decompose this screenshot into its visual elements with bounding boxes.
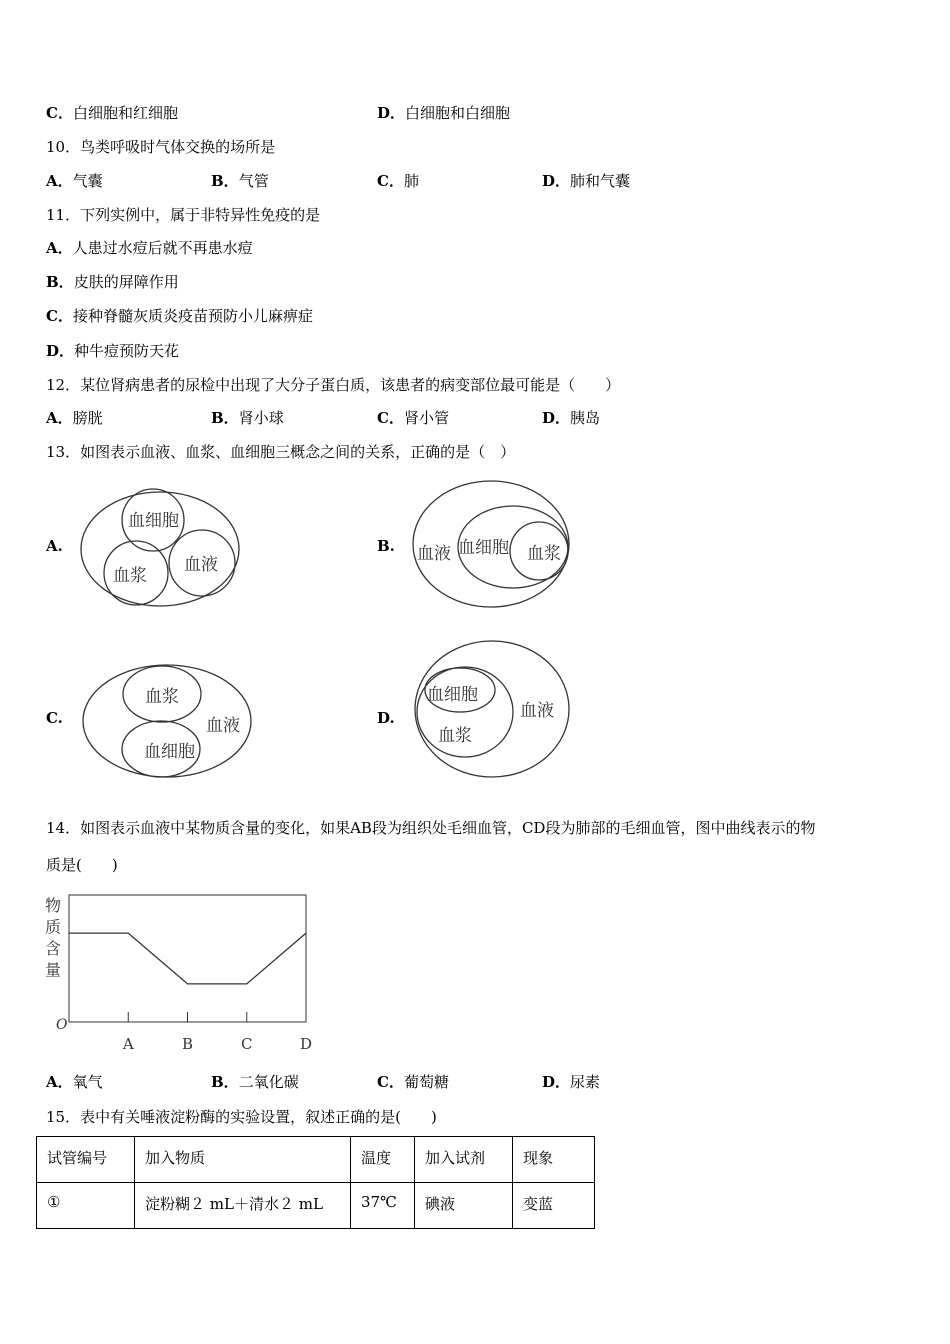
- option-label: C．: [377, 1073, 404, 1091]
- option-text: 肺: [403, 172, 419, 190]
- x-tick-label: A: [122, 1035, 134, 1053]
- label-cells: 血细胞: [458, 538, 509, 558]
- table-cell: 变蓝: [513, 1183, 595, 1229]
- q11-stem: 11．下列实例中，属于非特异性免疫的是: [46, 206, 321, 224]
- option-label: A．: [46, 1073, 73, 1091]
- option-label: B．: [211, 1073, 239, 1091]
- label-plasma: 血浆: [438, 726, 472, 746]
- option-text: 肾小球: [238, 409, 284, 427]
- label-plasma: 血浆: [145, 687, 179, 707]
- option-label: C．: [46, 104, 73, 122]
- option-text: 白细胞和白细胞: [405, 104, 511, 122]
- q14-option-b: [211, 1071, 299, 1092]
- option-text: 二氧化碳: [238, 1073, 299, 1091]
- option-text: 气囊: [72, 172, 103, 190]
- q14-option-a: [46, 1071, 103, 1092]
- q14-option-d: [542, 1071, 600, 1092]
- header-cell: 加入物质: [135, 1137, 351, 1183]
- option-label: B．: [211, 172, 239, 190]
- label-plasma: 血浆: [527, 544, 561, 564]
- option-label: B．: [46, 273, 74, 291]
- option-label: D．: [377, 104, 406, 122]
- y-axis-label-char: 量: [45, 960, 62, 980]
- table-header-row: [37, 1137, 595, 1183]
- header-cell: 加入试剂: [415, 1137, 513, 1183]
- header-cell: 现象: [513, 1137, 595, 1183]
- q15-stem: 15．表中有关唾液淀粉酶的实验设置，叙述正确的是( ): [46, 1108, 437, 1126]
- label-blood: 血液: [417, 544, 451, 564]
- option-text: 尿素: [570, 1073, 601, 1091]
- table-row: [37, 1183, 595, 1229]
- option-text: 肺和气囊: [570, 172, 631, 190]
- label-cells: 血细胞: [144, 742, 195, 762]
- table-cell: 37℃: [351, 1183, 415, 1229]
- q14-stem-line1: 14．如图表示血液中某物质含量的变化，如果AB段为组织处毛细血管，CD段为肺部的毛细血管，图中曲线表示的物: [46, 819, 816, 837]
- y-axis-label: [45, 896, 61, 980]
- q10-stem: 10．鸟类呼吸时气体交换的场所是: [46, 138, 276, 156]
- q14-option-c: [377, 1071, 449, 1092]
- option-label: C．: [377, 409, 404, 427]
- option-text: 葡萄糖: [403, 1073, 449, 1091]
- q13-option-d-label: D.: [377, 709, 395, 727]
- x-tick-label: C: [241, 1035, 253, 1053]
- header-cell: 温度: [351, 1137, 415, 1183]
- header-cell: 试管编号: [37, 1137, 135, 1183]
- option-text: 膀胱: [72, 409, 103, 427]
- label-blood: 血液: [184, 555, 218, 575]
- option-text: 肾小管: [403, 409, 449, 427]
- table-cell: 碘液: [415, 1183, 513, 1229]
- chart-frame: [69, 895, 306, 1022]
- y-axis-label-char: 含: [45, 939, 62, 958]
- table-cell: 淀粉糊２ mL＋清水２ mL: [135, 1183, 351, 1229]
- x-tick-label: D: [299, 1035, 313, 1053]
- option-label: D．: [542, 1073, 571, 1091]
- option-text: 种牛痘预防天花: [74, 342, 180, 360]
- option-label: C．: [46, 307, 73, 325]
- y-axis-label-char: 质: [45, 917, 62, 937]
- option-label: A．: [46, 409, 73, 427]
- option-label: D．: [542, 172, 571, 190]
- x-tick-label: B: [181, 1035, 194, 1053]
- x-axis-ticks: [122, 1012, 312, 1053]
- option-text: 胰岛: [570, 409, 601, 427]
- option-label: A．: [46, 239, 73, 257]
- option-text: 氧气: [72, 1073, 103, 1091]
- q14-stem-line2: 质是( ): [46, 856, 118, 874]
- option-text: 气管: [238, 172, 269, 190]
- option-label: C．: [377, 172, 404, 190]
- series-line: [69, 933, 306, 984]
- option-text: 白细胞和红细胞: [72, 104, 178, 122]
- option-label: A．: [46, 172, 73, 190]
- q13-option-c-label: C.: [46, 709, 63, 727]
- label-blood: 血液: [206, 716, 240, 736]
- label-cells: 血细胞: [427, 685, 478, 705]
- option-label: B．: [211, 409, 239, 427]
- y-axis-label-char: 物: [45, 896, 62, 915]
- option-text: 皮肤的屏障作用: [73, 273, 179, 291]
- label-cells: 血细胞: [128, 511, 179, 531]
- origin-label: O: [56, 1017, 68, 1033]
- q13-option-b-label: B.: [377, 537, 395, 555]
- q12-stem: 12．某位肾病患者的尿检中出现了大分子蛋白质，该患者的病变部位最可能是（ ）: [46, 376, 621, 394]
- option-label: D．: [46, 342, 75, 360]
- label-plasma: 血浆: [113, 566, 147, 586]
- table-cell: ①: [37, 1183, 135, 1229]
- option-text: 人患过水痘后就不再患水痘: [72, 239, 253, 257]
- label-blood: 血液: [520, 701, 554, 721]
- option-text: 接种脊髓灰质炎疫苗预防小儿麻痹症: [72, 307, 313, 325]
- experiment-table: [36, 1136, 595, 1229]
- q13-stem: 13．如图表示血液、血浆、血细胞三概念之间的关系，正确的是（ ）: [46, 443, 516, 461]
- option-label: D．: [542, 409, 571, 427]
- q13-option-a-label: A.: [46, 537, 63, 555]
